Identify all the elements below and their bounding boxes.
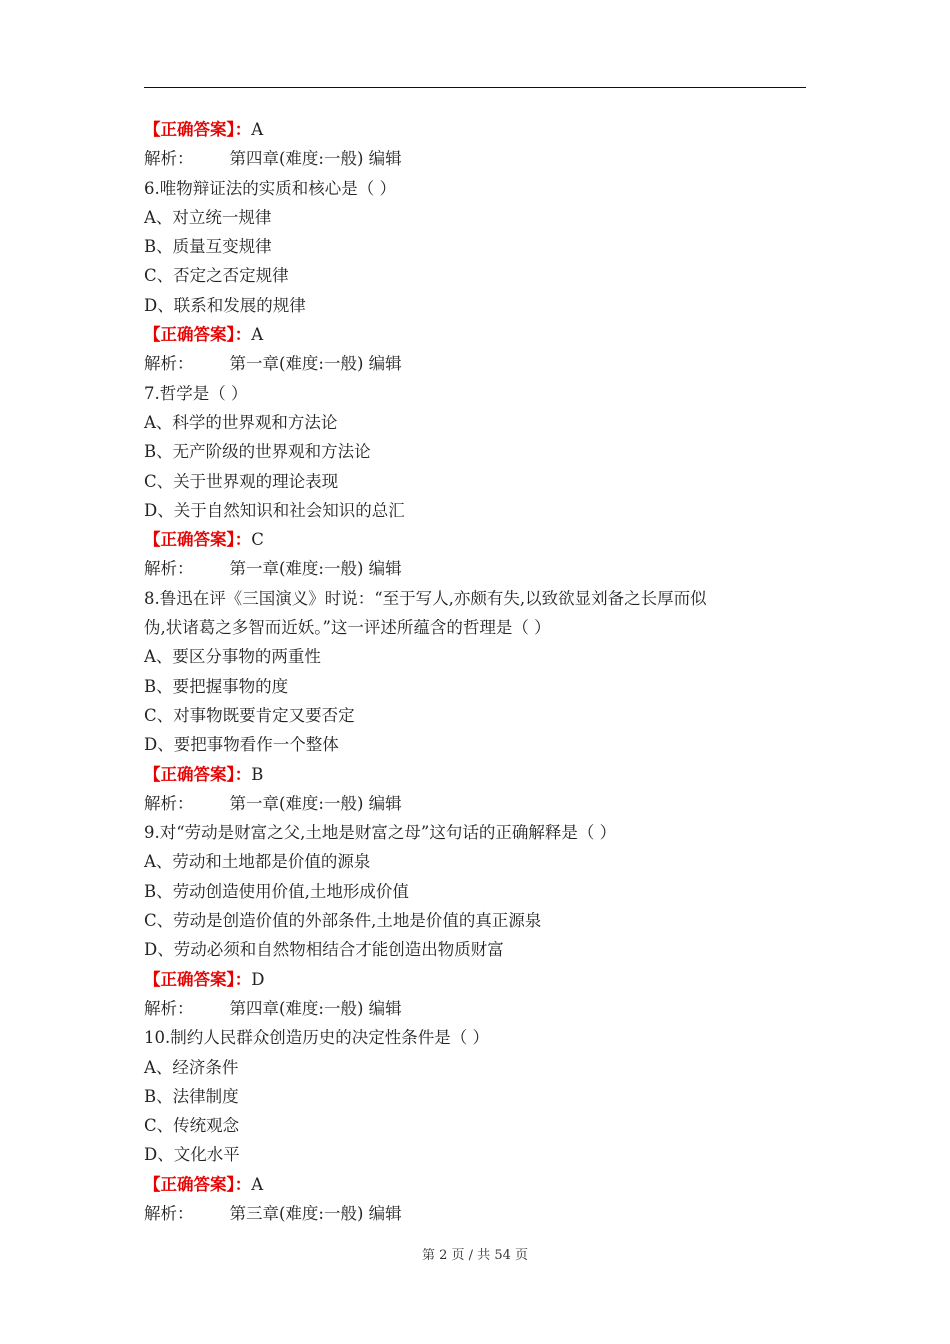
analysis-line [144,554,808,583]
option-c: C、传统观念 [144,1116,240,1136]
option-d: D、关于自然知识和社会知识的总汇 [144,500,405,520]
option-a: A、要区分事物的两重性 [144,647,321,667]
answer-line [144,1170,808,1199]
answer-value: B [251,764,264,784]
question-stem: 9.对“劳动是财富之父,土地是财富之母”这句话的正确解释是（ ） [144,823,617,843]
option-a: A、经济条件 [144,1057,239,1077]
answer-line [144,115,808,144]
answer-line [144,525,808,554]
analysis-line [144,144,808,173]
answer-line [144,760,808,789]
answer-label: 【正确答案】： [144,764,252,784]
analysis-label: 解析： [144,1203,194,1223]
answer-value: A [251,325,264,345]
option-a: A、对立统一规律 [144,207,272,227]
option-b: B、劳动创造使用价值,土地形成价值 [144,881,409,901]
answer-value: A [251,120,264,139]
page-footer: 第 2 页 / 共 54 页 [422,1248,528,1263]
answer-label: 【正确答案】： [144,120,252,139]
analysis-text: 第三章(难度:一般) 编辑 [229,1203,402,1223]
analysis-text: 第一章(难度:一般) 编辑 [229,793,402,813]
analysis-line [144,349,808,378]
analysis-label: 解析： [144,793,194,813]
analysis-line [144,1199,808,1228]
option-c: C、关于世界观的理论表现 [144,471,339,491]
option-a: A、劳动和土地都是价值的源泉 [144,852,371,872]
option-d: D、联系和发展的规律 [144,295,306,315]
answer-line [144,320,808,349]
option-a: A、科学的世界观和方法论 [144,412,338,432]
option-b: B、要把握事物的度 [144,676,289,696]
analysis-label: 解析： [144,354,194,374]
header-rule [144,87,806,88]
question-stem: 10.制约人民群众创造历史的决定性条件是（ ） [144,1028,489,1048]
analysis-text: 第四章(难度:一般) 编辑 [229,149,402,169]
answer-label: 【正确答案】： [144,969,252,989]
question-stem-line-2: 伪,状诸葛之多智而近妖。”这一评述所蕴含的哲理是（ ） [144,618,551,638]
question-stem: 6.唯物辩证法的实质和核心是（ ） [144,178,396,198]
answer-value: A [251,1174,264,1194]
answer-label: 【正确答案】： [144,1174,252,1194]
analysis-text: 第一章(难度:一般) 编辑 [229,559,402,579]
analysis-text: 第四章(难度:一般) 编辑 [229,998,402,1018]
question-stem: 7.哲学是（ ） [144,383,248,403]
answer-label: 【正确答案】： [144,325,252,345]
analysis-label: 解析： [144,559,194,579]
option-b: B、法律制度 [144,1086,239,1106]
option-c: C、劳动是创造价值的外部条件,土地是价值的真正源泉 [144,911,542,931]
option-d: D、要把事物看作一个整体 [144,735,339,755]
answer-label: 【正确答案】： [144,530,252,550]
analysis-label: 解析： [144,998,194,1018]
answer-value: C [251,530,264,550]
option-b: B、无产阶级的世界观和方法论 [144,442,371,462]
answer-value: D [251,969,265,989]
option-b: B、质量互变规律 [144,237,272,257]
option-c: C、否定之否定规律 [144,266,289,286]
analysis-line [144,789,808,818]
page-content [144,115,808,1228]
analysis-label: 解析： [144,149,194,169]
analysis-text: 第一章(难度:一般) 编辑 [229,354,402,374]
analysis-line [144,994,808,1023]
answer-line [144,965,808,994]
option-d: D、劳动必须和自然物相结合才能创造出物质财富 [144,940,504,960]
option-d: D、文化水平 [144,1145,240,1165]
option-c: C、对事物既要肯定又要否定 [144,705,355,725]
question-stem-line-1: 8.鲁迅在评《三国演义》时说：“至于写人,亦颇有失,以致欲显刘备之长厚而似 [144,588,707,608]
